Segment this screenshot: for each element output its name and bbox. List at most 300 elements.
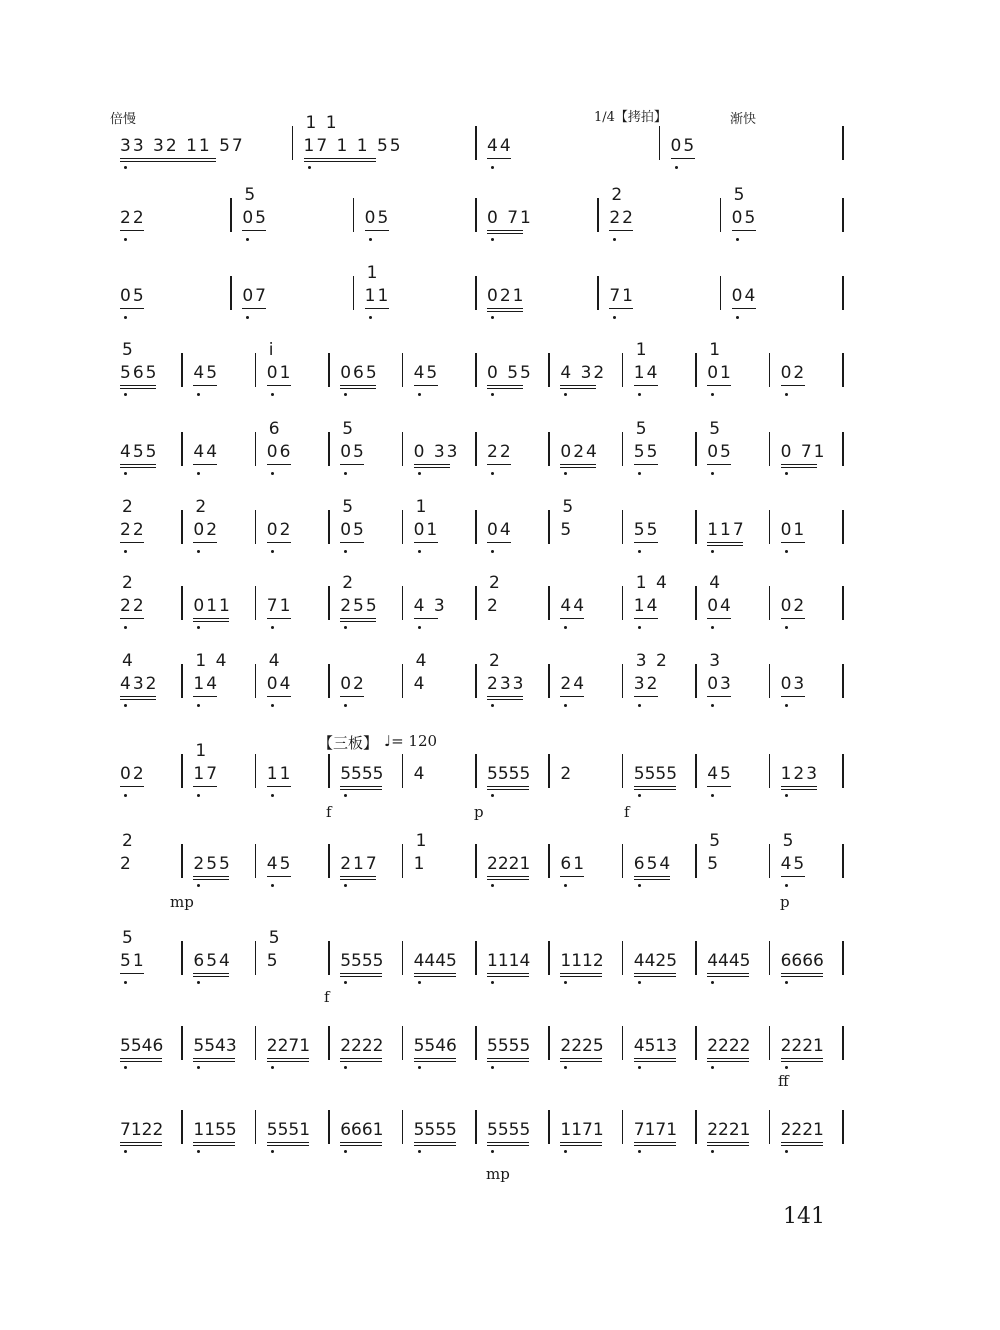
barline [475,941,477,975]
octave-dot [491,1066,494,1069]
beam-line [634,786,676,787]
barline [695,510,697,544]
beam-line [781,467,817,468]
octave-dot [271,393,274,396]
grace-note: 6 [268,419,282,439]
octave-dot [564,981,567,984]
octave-dot [246,316,249,319]
barline [292,126,294,160]
octave-dot [271,1150,274,1153]
barline [255,844,257,878]
octave-dot [785,626,788,629]
barline [402,664,404,698]
beam-line [707,1145,749,1146]
beam-line [340,618,376,619]
barline [328,941,330,975]
octave-dot [638,884,641,887]
dynamic-marking: f [326,803,332,821]
beam-line [781,696,805,697]
grace-note: 1 4 [195,651,229,671]
beam-line [487,388,523,389]
beam-line [120,161,216,162]
barline [255,432,257,466]
beam-line [340,789,382,790]
beam-line [414,1061,456,1062]
measure-notes: 02 [340,674,366,694]
measure-notes: 44 [193,442,220,462]
octave-dot [124,550,127,553]
grace-note: 1 4 [635,573,669,593]
octave-dot [711,626,714,629]
beam-line [193,621,229,622]
octave-dot [197,626,200,629]
measure-notes: 44 [560,596,587,616]
beam-line [732,230,756,231]
octave-dot [564,472,567,475]
measure-notes: 5555 [413,1120,457,1140]
measure-notes: 22 [120,208,146,228]
octave-dot [491,166,494,169]
measure-notes: 05 [340,442,366,462]
score-line [0,1094,1000,1174]
octave-dot [271,884,274,887]
octave-dot [124,626,127,629]
barline [255,664,257,698]
grace-note: 1 1 [305,113,339,133]
measure-notes: 51 [120,951,146,971]
beam-line [487,385,523,386]
barline [720,276,722,310]
measure-notes: 33 32 11 57 [120,136,245,156]
beam-line [193,618,229,619]
octave-dot [675,166,678,169]
barline [659,126,661,160]
beam-line [560,973,602,974]
octave-dot [491,472,494,475]
measure-notes: 011 [193,596,232,616]
barline [475,844,477,878]
octave-dot [638,1150,641,1153]
octave-dot [369,316,372,319]
beam-line [707,542,743,543]
barline [402,844,404,878]
measure-notes: 02 [780,596,807,616]
beam-line [340,879,376,880]
measure-notes: 7122 [120,1120,164,1140]
barline [842,1026,844,1060]
octave-dot [124,238,127,241]
grace-note: 4 [415,651,429,671]
beam-line [487,879,529,880]
beam-line [707,1061,749,1062]
measure-notes: 2 [120,854,133,874]
octave-dot [638,794,641,797]
measure-notes: 5555 [340,951,384,971]
barline [769,754,771,788]
octave-dot [785,704,788,707]
octave-dot [491,238,494,241]
beam-line [634,879,670,880]
score-line [0,182,1000,262]
barline [842,664,844,698]
beam-line [707,696,731,697]
measure-notes: 05 [707,442,733,462]
octave-dot [246,238,249,241]
score-line [0,494,1000,574]
beam-line [340,786,382,787]
measure-notes: 021 [487,286,526,306]
beam-line [732,308,756,309]
dynamic-marking: p [474,803,484,821]
beam-line [707,464,731,465]
barline [842,1110,844,1144]
measure-notes: 02 [193,520,220,540]
tempo-marking: ♩= 120 [384,732,438,750]
octave-dot [271,1066,274,1069]
dynamic-marking: mp [486,1165,510,1183]
octave-dot [197,981,200,984]
score-line [0,416,1000,496]
barline [328,510,330,544]
octave-dot [564,1066,567,1069]
measure-notes: 03 [780,674,807,694]
measure-notes: 71 [609,286,635,306]
octave-dot [124,316,127,319]
beam-line [193,1061,235,1062]
barline [769,664,771,698]
barline [181,1026,183,1060]
beam-line [707,973,749,974]
grace-note: i [268,340,276,360]
octave-dot [785,1150,788,1153]
barline [842,276,844,310]
measure-notes: 01 [780,520,807,540]
beam-line [340,385,376,386]
measure-notes: 4425 [633,951,678,971]
octave-dot [491,393,494,396]
octave-dot [308,166,311,169]
measure-notes: 5555 [487,764,531,784]
octave-dot [344,981,347,984]
barline [475,1110,477,1144]
measure-notes: 6661 [340,1120,384,1140]
beam-line [707,545,743,546]
beam-line [267,876,291,877]
beam-line [414,385,438,386]
beam-line [267,1061,309,1062]
octave-dot [711,1066,714,1069]
measure-notes: 2 [560,764,574,784]
beam-line [487,230,523,231]
beam-line [193,1058,235,1059]
tempo-label-paipai: 1/4【拷拍】 [594,110,667,125]
octave-dot [736,316,739,319]
beam-line [193,385,217,386]
barline [548,664,550,698]
measure-notes: 2225 [560,1036,604,1056]
grace-note: 2 [195,497,209,517]
barline [769,844,771,878]
beam-line [120,1145,162,1146]
barline [402,1026,404,1060]
beam-line [120,1142,162,1143]
grace-note: 4 [122,651,135,671]
octave-dot [638,1066,641,1069]
beam-line [560,618,584,619]
barline [255,586,257,620]
measure-notes: 14 [633,363,660,383]
measure-notes: 432 [120,674,159,694]
barline [255,941,257,975]
measure-notes: 14 [193,674,220,694]
measure-notes: 22 [487,442,513,462]
beam-line [560,464,596,465]
octave-dot [785,1066,788,1069]
grace-note: 2 [122,831,135,851]
measure-notes: 03 [707,674,733,694]
beam-line [340,876,376,877]
beam-line [487,233,523,234]
beam-line [340,388,376,389]
barline [842,432,844,466]
barline [402,941,404,975]
barline [475,586,477,620]
score-line [0,1010,1000,1090]
octave-dot [271,794,274,797]
beam-line [707,786,731,787]
barline [353,198,355,232]
beam-line [634,1145,676,1146]
beam-line [634,464,658,465]
beam-line [487,311,523,312]
octave-dot [418,626,421,629]
barline [402,353,404,387]
grace-note: 4 [268,651,282,671]
octave-dot [785,794,788,797]
beam-line [781,618,805,619]
beam-line [560,1145,602,1146]
barline [230,198,232,232]
measure-notes: 5551 [266,1120,311,1140]
barline [402,432,404,466]
octave-dot [711,704,714,707]
barline [328,1110,330,1144]
barline [622,510,624,544]
beam-line [560,1061,602,1062]
grace-note: 5 [342,497,356,517]
measure-notes: 17 1 1 55 [303,136,403,156]
dynamic-marking: p [780,893,790,911]
beam-line [267,618,291,619]
beam-line [120,388,156,389]
octave-dot [785,884,788,887]
measure-notes: 04 [707,596,733,616]
measure-notes: 5555 [487,1036,531,1056]
barline [695,586,697,620]
beam-line [487,1061,529,1062]
barline [695,844,697,878]
barline [181,754,183,788]
octave-dot [785,472,788,475]
octave-dot [344,626,347,629]
octave-dot [564,393,567,396]
beam-line [120,1058,162,1059]
barline [181,510,183,544]
grace-note: 5 [122,340,135,360]
beam-line [414,618,438,619]
measure-notes: 11 [364,286,391,306]
octave-dot [344,704,347,707]
octave-dot [344,550,347,553]
measure-notes: 5 [560,520,574,540]
barline [842,586,844,620]
barline [475,510,477,544]
barline [255,510,257,544]
barline [230,276,232,310]
octave-dot [736,238,739,241]
octave-dot [491,884,494,887]
octave-dot [344,794,347,797]
score-line [0,828,1000,908]
barline [622,353,624,387]
octave-dot [197,472,200,475]
octave-dot [418,981,421,984]
octave-dot [344,1150,347,1153]
beam-line [120,467,156,468]
barline [622,664,624,698]
measure-notes: 4445 [707,951,751,971]
beam-line [707,1058,749,1059]
barline [842,844,844,878]
beam-line [193,786,217,787]
octave-dot [124,704,127,707]
measure-notes: 01 [266,363,293,383]
octave-dot [271,626,274,629]
measure-notes: 255 [340,596,379,616]
barline [353,276,355,310]
beam-line [707,618,731,619]
measure-notes: 11 [266,764,293,784]
measure-notes: 2222 [707,1036,751,1056]
measure-notes: 1 [413,854,427,874]
beam-line [707,976,749,977]
beam-line [560,1058,602,1059]
octave-dot [418,393,421,396]
grace-note: 5 [782,831,796,851]
measure-notes: 654 [193,951,232,971]
measure-notes: 6666 [780,951,824,971]
measure-notes: 7171 [633,1120,678,1140]
octave-dot [491,981,494,984]
beam-line [707,1142,749,1143]
octave-dot [418,550,421,553]
grace-note: 4 [709,573,723,593]
barline [842,510,844,544]
beam-line [487,158,511,159]
octave-dot [638,981,641,984]
barline [475,276,477,310]
beam-line [267,542,291,543]
barline [622,1110,624,1144]
measure-notes: 71 [266,596,293,616]
dynamic-marking: ff [778,1072,789,1090]
measure-notes: 04 [487,520,513,540]
beam-line [267,1145,309,1146]
score-line [0,570,1000,650]
octave-dot [197,393,200,396]
beam-line [487,876,529,877]
beam-line [414,464,450,465]
octave-dot [344,1066,347,1069]
barline [622,844,624,878]
barline [769,1026,771,1060]
barline [328,353,330,387]
beam-line [120,308,144,309]
score-line [0,260,1000,340]
octave-dot [124,1066,127,1069]
barline [622,586,624,620]
beam-line [120,618,144,619]
octave-dot [344,393,347,396]
octave-dot [418,1066,421,1069]
beam-line [634,1061,676,1062]
grace-note: 3 2 [635,651,669,671]
barline [622,1026,624,1060]
grace-note: 2 [489,573,502,593]
measure-notes: 06 [266,442,293,462]
beam-line [560,976,602,977]
octave-dot [564,884,567,887]
grace-note: 1 [415,497,429,517]
score-line [0,925,1000,1005]
barline [769,432,771,466]
barline [181,586,183,620]
octave-dot [711,550,714,553]
beam-line [365,230,389,231]
barline [548,844,550,878]
beam-line [671,158,695,159]
beam-line [487,973,529,974]
measure-notes: 05 [120,286,146,306]
measure-notes: 14 [633,596,660,616]
barline [475,664,477,698]
beam-line [414,542,438,543]
barline [842,126,844,160]
measure-notes: 55 [633,442,660,462]
beam-line [707,385,731,386]
beam-line [193,464,217,465]
beam-line [340,973,382,974]
octave-dot [197,1150,200,1153]
tempo-label-beiman: 倍慢 [110,112,137,127]
score-line [0,648,1000,728]
barline [842,198,844,232]
barline [328,1026,330,1060]
measure-notes: 01 [413,520,440,540]
measure-notes: 024 [560,442,599,462]
octave-dot [564,704,567,707]
measure-notes: 2221 [780,1036,824,1056]
tempo-label-jiankuai: 渐快 [730,112,757,127]
barline [695,1110,697,1144]
measure-notes: 02 [120,764,146,784]
beam-line [609,308,633,309]
measure-notes: 45 [413,363,440,383]
octave-dot [344,472,347,475]
barline [181,1110,183,1144]
barline [328,664,330,698]
barline [328,844,330,878]
